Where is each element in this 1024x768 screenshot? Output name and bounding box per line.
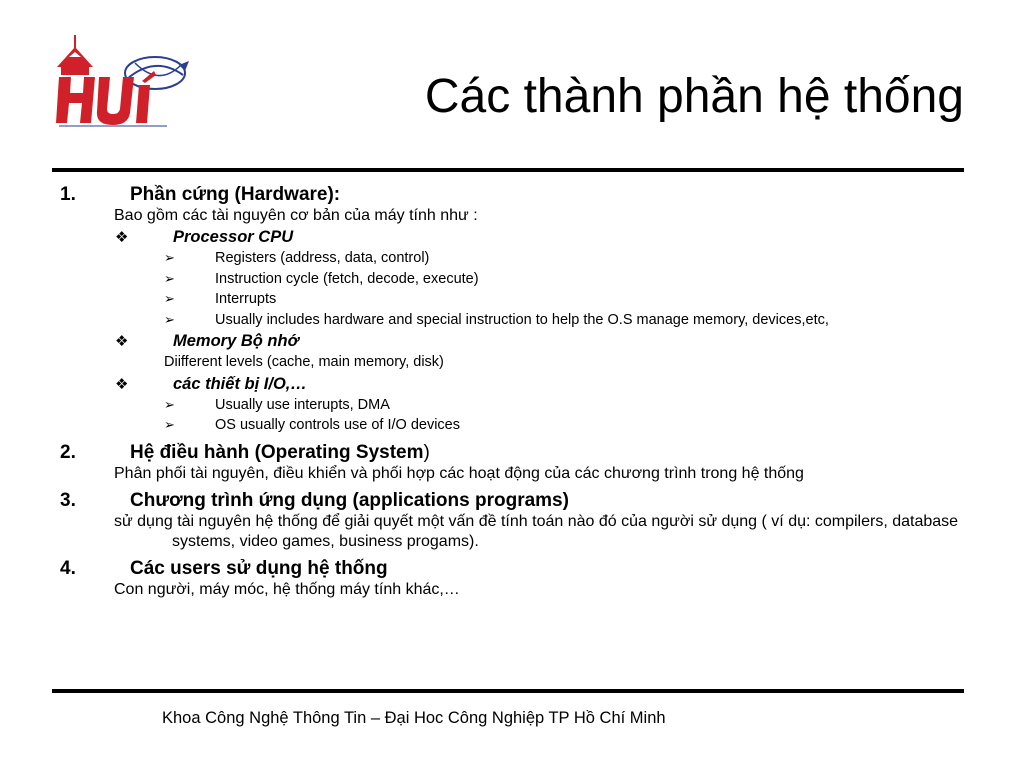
subsection-io-devices: ❖ các thiết bị I/O,…: [60, 373, 960, 395]
section-number: 4.: [60, 557, 76, 579]
section-3-body: sử dụng tài nguyên hệ thống để giải quyết một vấn đề tính toán nào đó của người sử dụng ( ví dụ: compilers, database systems, video games, business progams).: [114, 512, 959, 550]
section-title: Các users sử dụng hệ thống: [130, 557, 388, 579]
list-item: ➢ OS usually controls use of I/O devices: [60, 415, 960, 436]
section-number: 3.: [60, 489, 76, 511]
arrow-bullet-icon: ➢: [164, 311, 175, 327]
section-title: Chương trình ứng dụng (applications programs): [130, 489, 569, 511]
arrow-bullet-icon: ➢: [164, 250, 175, 265]
section-1-body: Bao gồm các tài nguyên cơ bản của máy tính như :: [114, 207, 478, 224]
list-item: ➢ Usually includes hardware and special instruction to help the O.S manage memory, devices,etc,: [60, 310, 960, 331]
hui-logo-icon: [55, 35, 195, 130]
memory-note: Diifferent levels (cache, main memory, disk): [164, 354, 444, 370]
top-divider: [52, 168, 964, 172]
arrow-bullet-icon: ➢: [164, 417, 175, 432]
section-4-heading: [60, 557, 960, 580]
diamond-bullet-icon: ❖: [115, 333, 129, 350]
section-3-heading: [60, 489, 960, 512]
subsection-processor: ❖ Processor CPU: [60, 226, 960, 248]
section-2-heading: 2. Hệ điều hành (Operating System): [60, 441, 430, 463]
slide-content: [60, 183, 960, 600]
arrow-bullet-icon: ➢: [164, 270, 175, 286]
slide-footer: Khoa Công Nghệ Thông Tin – Đại Hoc Công Nghiệp TP Hồ Chí Minh: [162, 709, 666, 727]
list-item: ➢ Registers (address, data, control): [60, 248, 960, 269]
diamond-bullet-icon: ❖: [115, 229, 129, 246]
section-1-heading: [60, 183, 960, 206]
bottom-divider: [52, 689, 964, 693]
section-number: 2.: [60, 441, 76, 463]
section-number: 1.: [60, 184, 76, 205]
subsection-memory: ❖ Memory Bộ nhớ: [60, 330, 960, 352]
list-item: ➢ Usually use interupts, DMA: [60, 395, 960, 416]
diamond-bullet-icon: ❖: [115, 375, 129, 393]
list-item: ➢ Interrupts: [60, 289, 960, 310]
university-logo: [55, 35, 195, 130]
section-title: Hệ điều hành (Operating System: [130, 441, 424, 463]
section-2-body: Phân phối tài nguyên, điều khiển và phối hợp các hoạt động của các chương trình trong hệ thống: [114, 464, 804, 482]
section-title: Phần cứng (Hardware):: [130, 184, 341, 205]
arrow-bullet-icon: ➢: [164, 291, 175, 306]
slide-title: Các thành phần hệ thống: [424, 70, 964, 123]
section-4-body: Con người, máy móc, hệ thống máy tính khác,…: [114, 580, 460, 598]
arrow-bullet-icon: ➢: [164, 396, 175, 412]
list-item: ➢ Instruction cycle (fetch, decode, execute): [60, 269, 960, 290]
